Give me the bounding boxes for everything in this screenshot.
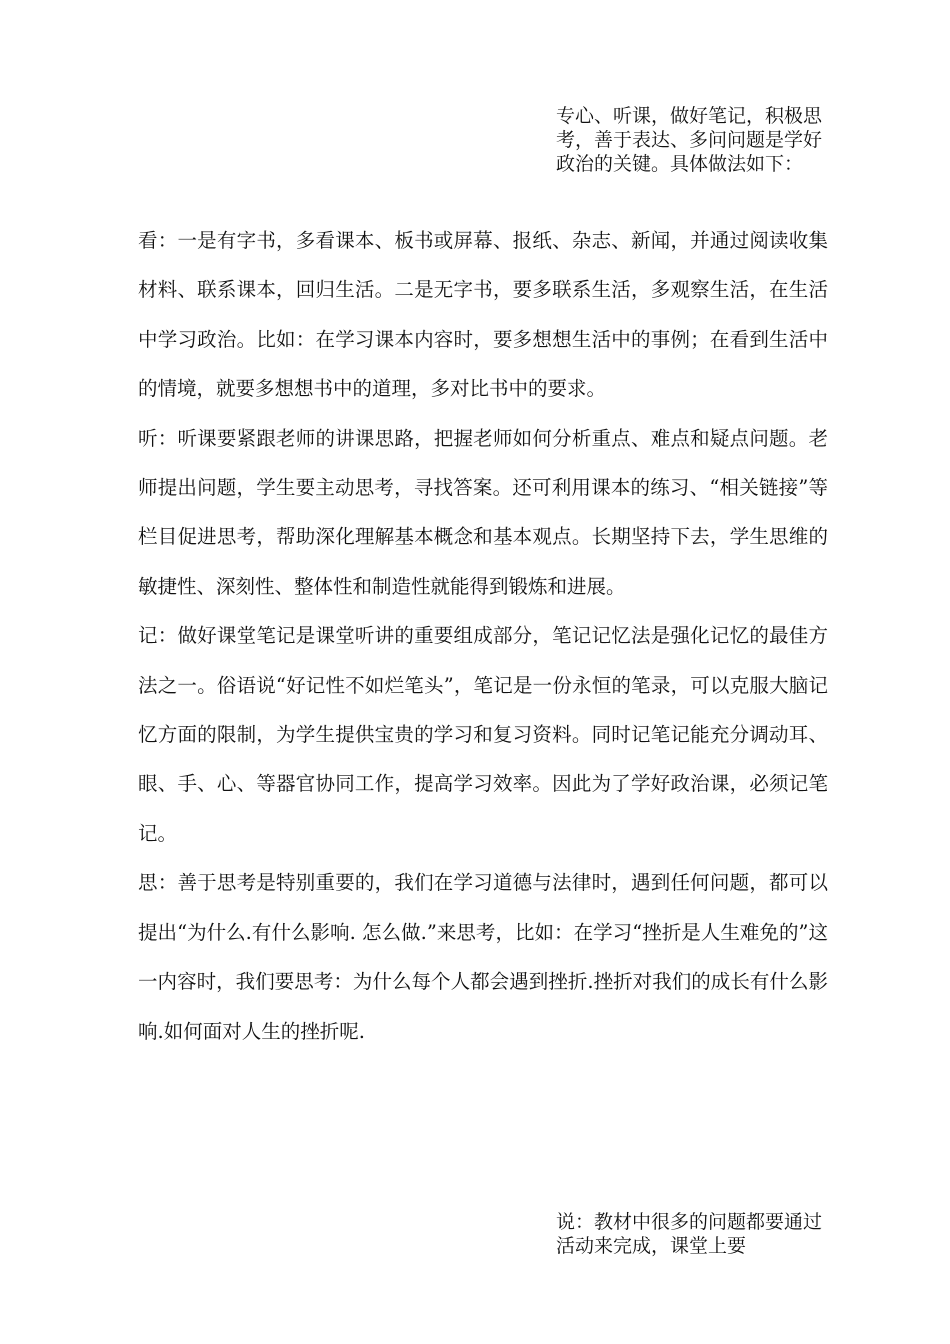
- intro-paragraph: 专心、听课，做好笔记，积极思考，善于表达、多问问题是学好政治的关键。具体做法如下：: [556, 105, 823, 175]
- paragraph-note: 记：做好课堂笔记是课堂听讲的重要组成部分，笔记记忆法是强化记忆的最佳方法之一。俗语说“好记性不如烂笔头”，笔记是一份永恒的笔录，可以克服大脑记忆方面的限制，为学生提供宝贵的学习和复习资料。同时记笔记能充分调动耳、眼、手、心、等器官协同工作，提高学习效率。因此为了学好政治课，必须记笔记。: [138, 624, 828, 845]
- paragraph-listen: 听：听课要紧跟老师的讲课思路，把握老师如何分析重点、难点和疑点问题。老师提出问题，学生要主动思考，寻找答案。还可利用课本的练习、“相关链接”等栏目促进思考，帮助深化理解基本概念和基本观点。长期坚持下去，学生思维的敏捷性、深刻性、整体性和制造性就能得到锻炼和进展。: [138, 426, 828, 598]
- paragraph-look: 看：一是有字书，多看课本、板书或屏幕、报纸、杂志、新闻，并通过阅读收集材料、联系课本，回归生活。二是无字书，要多联系生活，多观察生活，在生活中学习政治。比如：在学习课本内容时，要多想想生活中的事例；在看到生活中的情境，就要多想想书中的道理，多对比书中的要求。: [138, 229, 828, 401]
- paragraph-think: 思：善于思考是特别重要的，我们在学习道德与法律时，遇到任何问题，都可以提出“为什么.有什么影响. 怎么做.”来思考，比如：在学习“挫折是人生难免的”这一内容时，我们要思考：为什么每个人都会遇到挫折.挫折对我们的成长有什么影响.如何面对人生的挫折呢.: [138, 871, 828, 1043]
- outro-paragraph: 说：教材中很多的问题都要通过活动来完成，课堂上要: [556, 1211, 823, 1257]
- body-text: [138, 216, 828, 1056]
